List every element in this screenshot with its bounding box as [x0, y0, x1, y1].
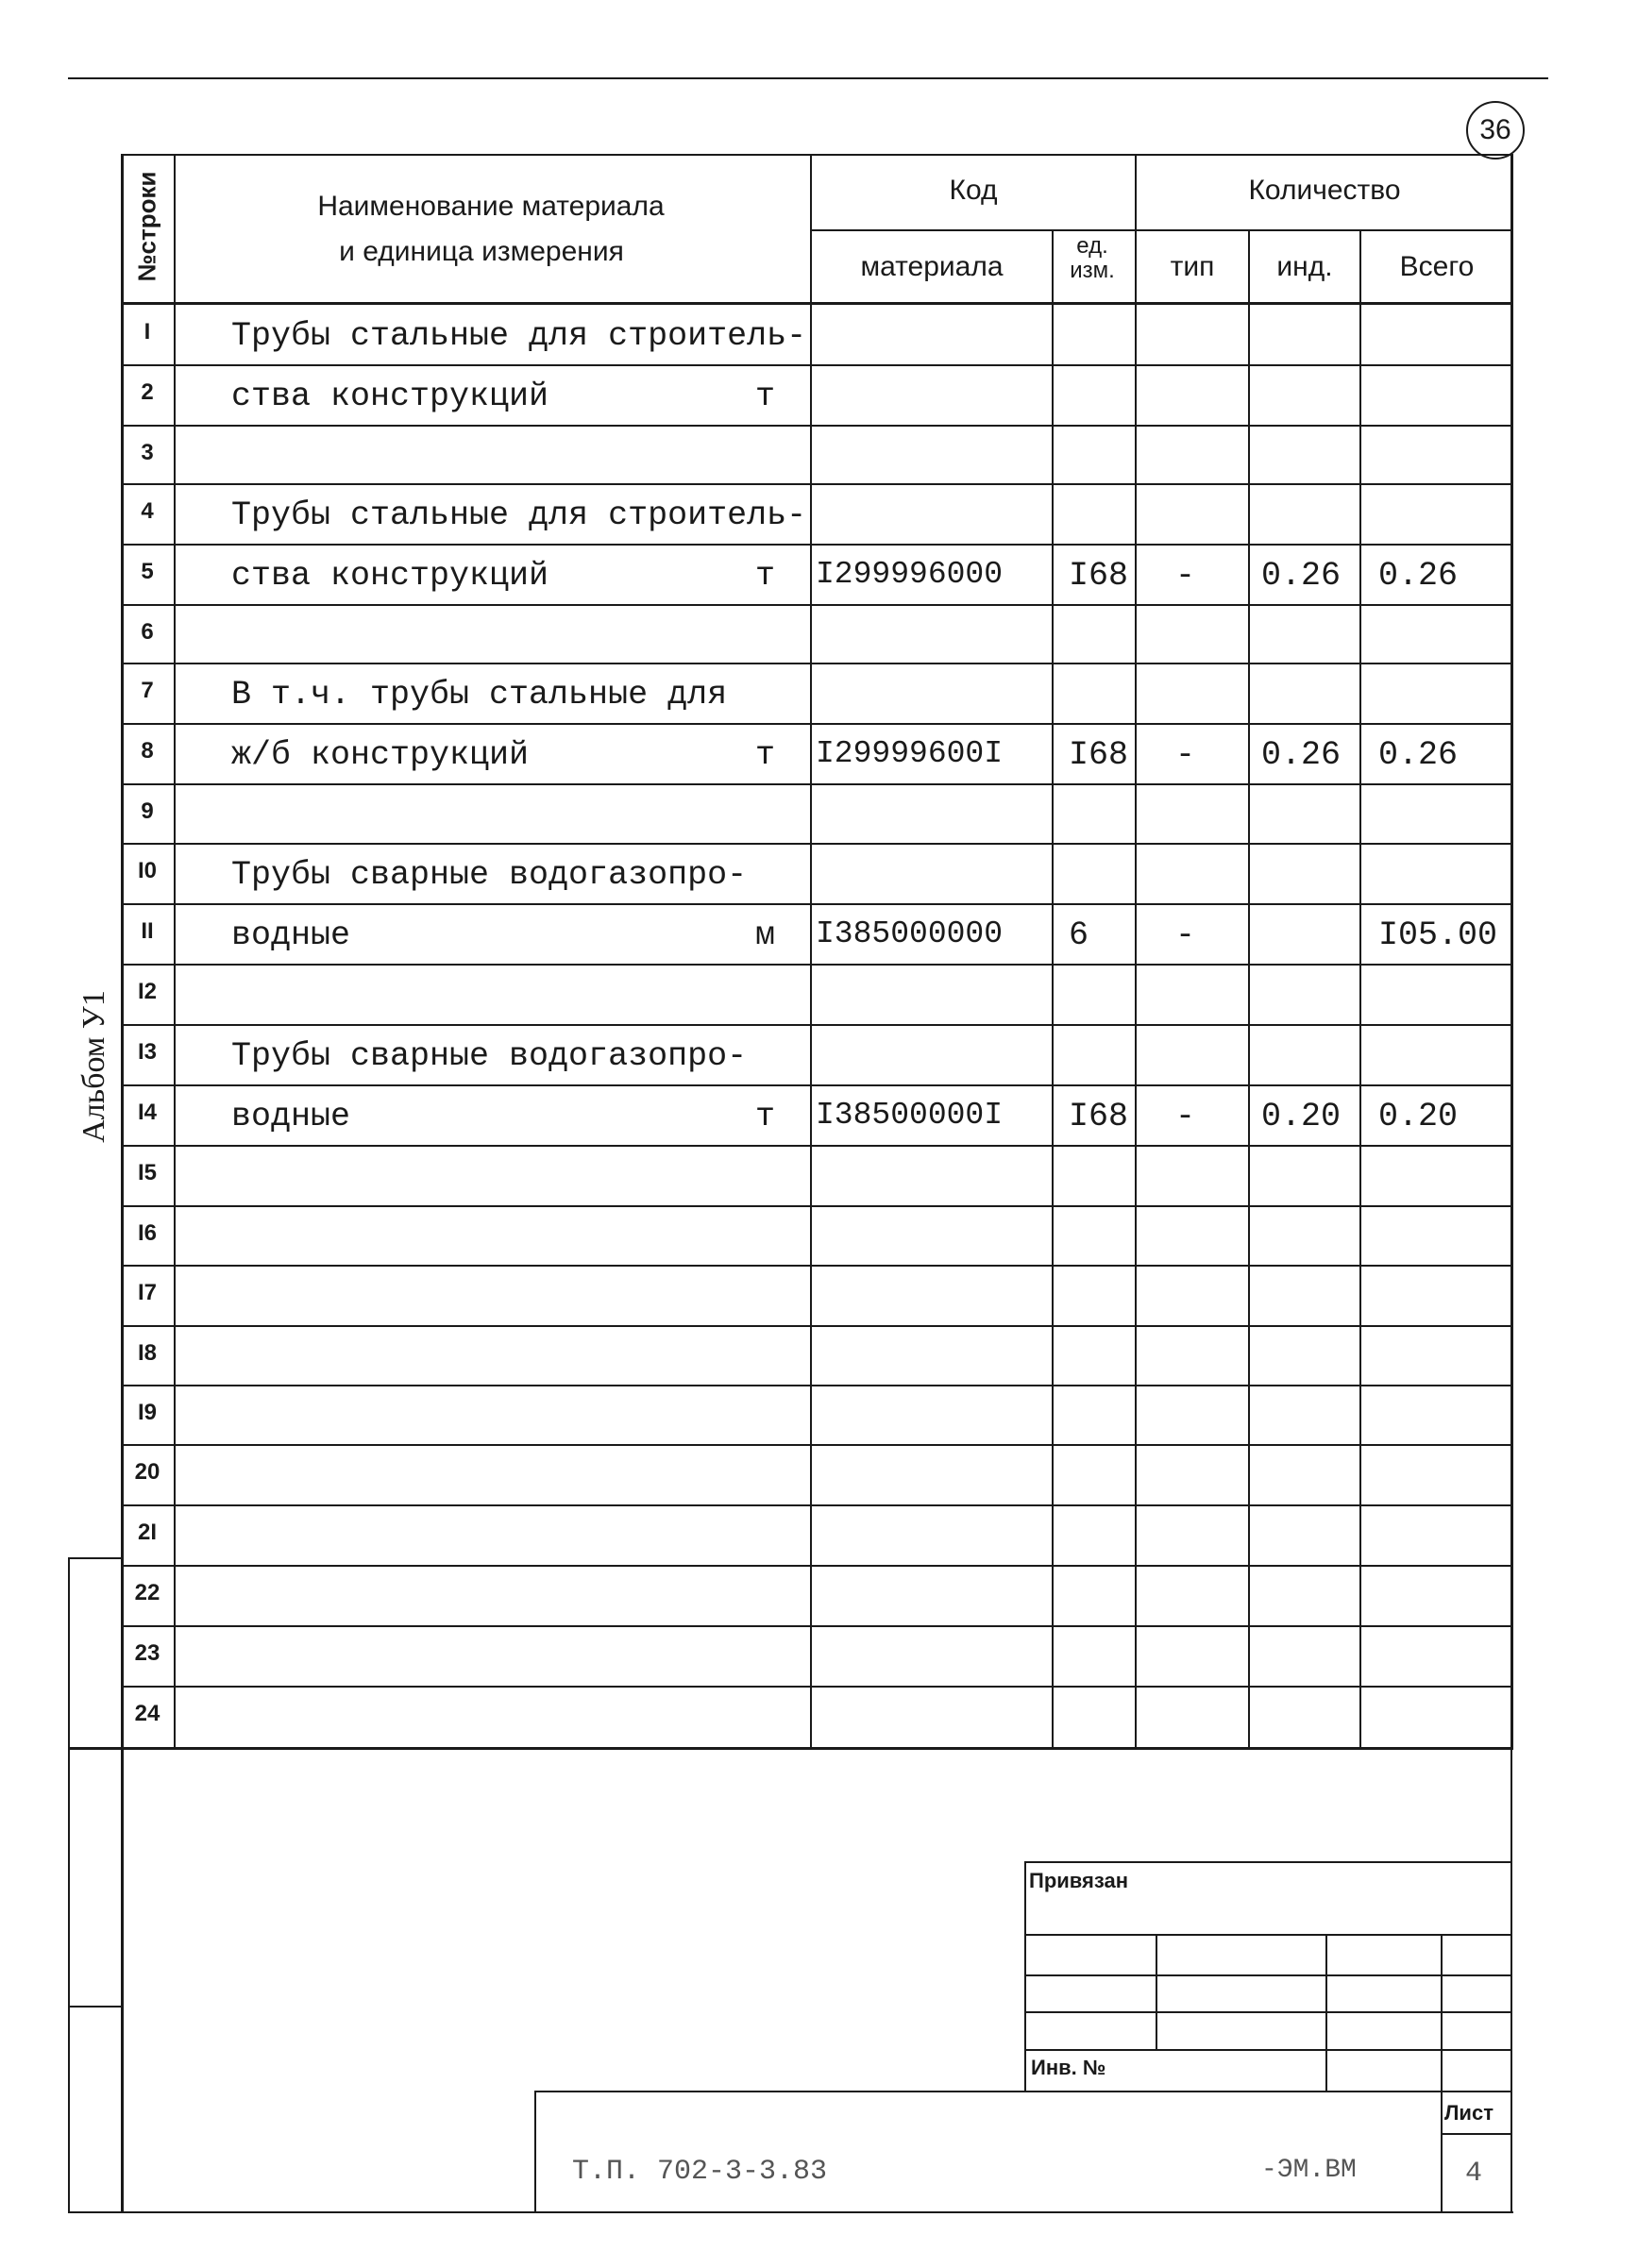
stamp-inv-label: Инв. № — [1031, 2056, 1106, 2079]
sheet-value: 4 — [1465, 2158, 1483, 2190]
stamp-row-1 — [1024, 1934, 1512, 1936]
qty-type: - — [1175, 916, 1196, 954]
unit-of-measure: м — [755, 916, 776, 954]
row-number: 23 — [134, 1640, 160, 1666]
header-name-line2: и единица измерения — [339, 236, 624, 267]
header-mid — [810, 229, 1513, 231]
material-name: ж/б конструкций — [231, 736, 530, 774]
row-line — [121, 1024, 1513, 1026]
row-line — [121, 843, 1513, 845]
unit-code: I68 — [1069, 736, 1129, 774]
col-divider-num — [174, 154, 176, 1749]
row-number: I5 — [137, 1160, 157, 1185]
row-number: 3 — [141, 440, 154, 465]
page-bottom-rule — [68, 2211, 1513, 2213]
material-name: ства конструкций — [231, 557, 549, 595]
row-number: I3 — [137, 1039, 157, 1065]
sheet-label-line — [1441, 2133, 1512, 2135]
row-line — [121, 903, 1513, 905]
row-line — [121, 964, 1513, 966]
header-code: Код — [949, 175, 998, 206]
row-number: I4 — [137, 1100, 157, 1125]
margin-left-line — [68, 1557, 70, 2211]
stamp-bound-label: Привязан — [1029, 1869, 1129, 1892]
title-block-top — [534, 2091, 1512, 2092]
top-rule — [68, 77, 1548, 79]
row-number: I9 — [137, 1400, 157, 1425]
header-bottom — [121, 302, 1513, 305]
row-number: 6 — [141, 619, 154, 645]
header-row-number: №строки — [132, 171, 161, 282]
document-code: Т.П. 702-3-3.83 — [572, 2156, 828, 2188]
header-qty-type: тип — [1170, 251, 1215, 282]
row-number: 4 — [141, 498, 154, 524]
row-number: I6 — [137, 1220, 157, 1246]
row-line — [121, 1265, 1513, 1267]
col-divider-type — [1248, 229, 1250, 1749]
qty-ind: 0.20 — [1261, 1098, 1342, 1135]
unit-of-measure: т — [755, 557, 776, 595]
row-line — [121, 544, 1513, 546]
col-divider-name — [810, 154, 812, 1749]
material-name: водные — [231, 916, 351, 954]
row-number: 2I — [137, 1520, 157, 1545]
qty-ind: 0.26 — [1261, 736, 1342, 774]
qty-type: - — [1175, 736, 1196, 774]
material-code: I29999600I — [816, 736, 1004, 771]
row-line — [121, 425, 1513, 427]
stamp-row-2 — [1024, 1974, 1512, 1976]
row-number: 7 — [141, 678, 154, 703]
material-name: Трубы сварные водогазопро- — [231, 856, 748, 894]
title-block-left — [534, 2091, 536, 2213]
row-line — [121, 663, 1513, 664]
row-line — [121, 1084, 1513, 1086]
page-right-rule — [1510, 1747, 1512, 2213]
qty-ind: 0.26 — [1261, 557, 1342, 595]
row-line — [121, 1444, 1513, 1446]
qty-total: I05.00 — [1378, 916, 1498, 954]
row-number: I0 — [137, 858, 157, 883]
row-line — [121, 1205, 1513, 1207]
row-line — [121, 1504, 1513, 1506]
margin-strip-mid — [68, 2006, 123, 2008]
qty-total: 0.26 — [1378, 557, 1459, 595]
row-line — [121, 1565, 1513, 1567]
material-name: Трубы сварные водогазопро- — [231, 1037, 748, 1075]
row-number: 24 — [134, 1701, 160, 1726]
material-code: I299996000 — [816, 557, 1004, 592]
stamp-col-2 — [1325, 1934, 1327, 2092]
row-number: 9 — [141, 798, 154, 824]
stamp-col-1 — [1156, 1934, 1157, 2051]
unit-of-measure: т — [755, 1098, 776, 1135]
header-name-line1: Наименование материала — [317, 191, 665, 222]
row-number: 22 — [134, 1580, 160, 1605]
stamp-left — [1024, 1861, 1026, 2092]
unit-of-measure: т — [755, 736, 776, 774]
album-label: Альбом У1 — [76, 990, 111, 1143]
material-name: В т.ч. трубы стальные для — [231, 676, 728, 714]
row-line — [121, 364, 1513, 366]
header-code-unit: ед. изм. — [1070, 233, 1115, 283]
qty-total: 0.20 — [1378, 1098, 1459, 1135]
header-code-material: материала — [860, 251, 1004, 282]
header-top — [121, 154, 1513, 156]
col-divider-unit — [1135, 154, 1137, 1749]
unit-code: 6 — [1069, 916, 1089, 954]
qty-total: 0.26 — [1378, 736, 1459, 774]
row-number: I7 — [137, 1280, 157, 1305]
material-name: Трубы стальные для строитель- — [231, 317, 807, 355]
unit-of-measure: т — [755, 378, 776, 415]
col-divider-code — [1052, 229, 1054, 1749]
margin-strip-top — [68, 1557, 123, 1559]
qty-type: - — [1175, 1098, 1196, 1135]
row-number: I8 — [137, 1340, 157, 1366]
row-line — [121, 1385, 1513, 1386]
col-divider-ind — [1359, 229, 1361, 1749]
stamp-top — [1024, 1861, 1512, 1863]
document-suffix: -ЭМ.ВМ — [1261, 2156, 1357, 2185]
header-qty-total: Всего — [1399, 251, 1475, 282]
material-code: I38500000I — [816, 1098, 1004, 1133]
row-line — [121, 1686, 1513, 1688]
material-name: Трубы стальные для строитель- — [231, 496, 807, 534]
row-number: I — [143, 319, 151, 344]
stamp-row-3 — [1024, 2011, 1512, 2013]
row-line — [121, 723, 1513, 725]
row-number: 20 — [134, 1459, 160, 1485]
header-quantity: Количество — [1248, 175, 1401, 206]
row-line — [121, 1145, 1513, 1147]
row-number: 2 — [141, 379, 154, 405]
unit-code: I68 — [1069, 1098, 1129, 1135]
row-line — [121, 1625, 1513, 1627]
row-line — [121, 483, 1513, 485]
row-number: 8 — [141, 738, 154, 764]
header-qty-ind: инд. — [1276, 251, 1333, 282]
row-number: 5 — [141, 559, 154, 584]
sheet-number: 36 — [1466, 101, 1525, 160]
table-right-border — [1510, 154, 1513, 1749]
row-number: II — [141, 918, 154, 944]
material-code: I385000000 — [816, 916, 1004, 951]
unit-code: I68 — [1069, 557, 1129, 595]
row-line — [121, 604, 1513, 606]
qty-type: - — [1175, 557, 1196, 595]
material-name: ства конструкций — [231, 378, 549, 415]
material-name: водные — [231, 1098, 351, 1135]
stamp-row-4 — [1024, 2049, 1512, 2051]
stamp-col-3 — [1441, 1934, 1443, 2211]
table-bottom — [68, 1747, 1513, 1750]
row-number: I2 — [137, 979, 157, 1004]
sheet-label: Лист — [1444, 2101, 1494, 2125]
row-line — [121, 1325, 1513, 1327]
row-line — [121, 783, 1513, 785]
